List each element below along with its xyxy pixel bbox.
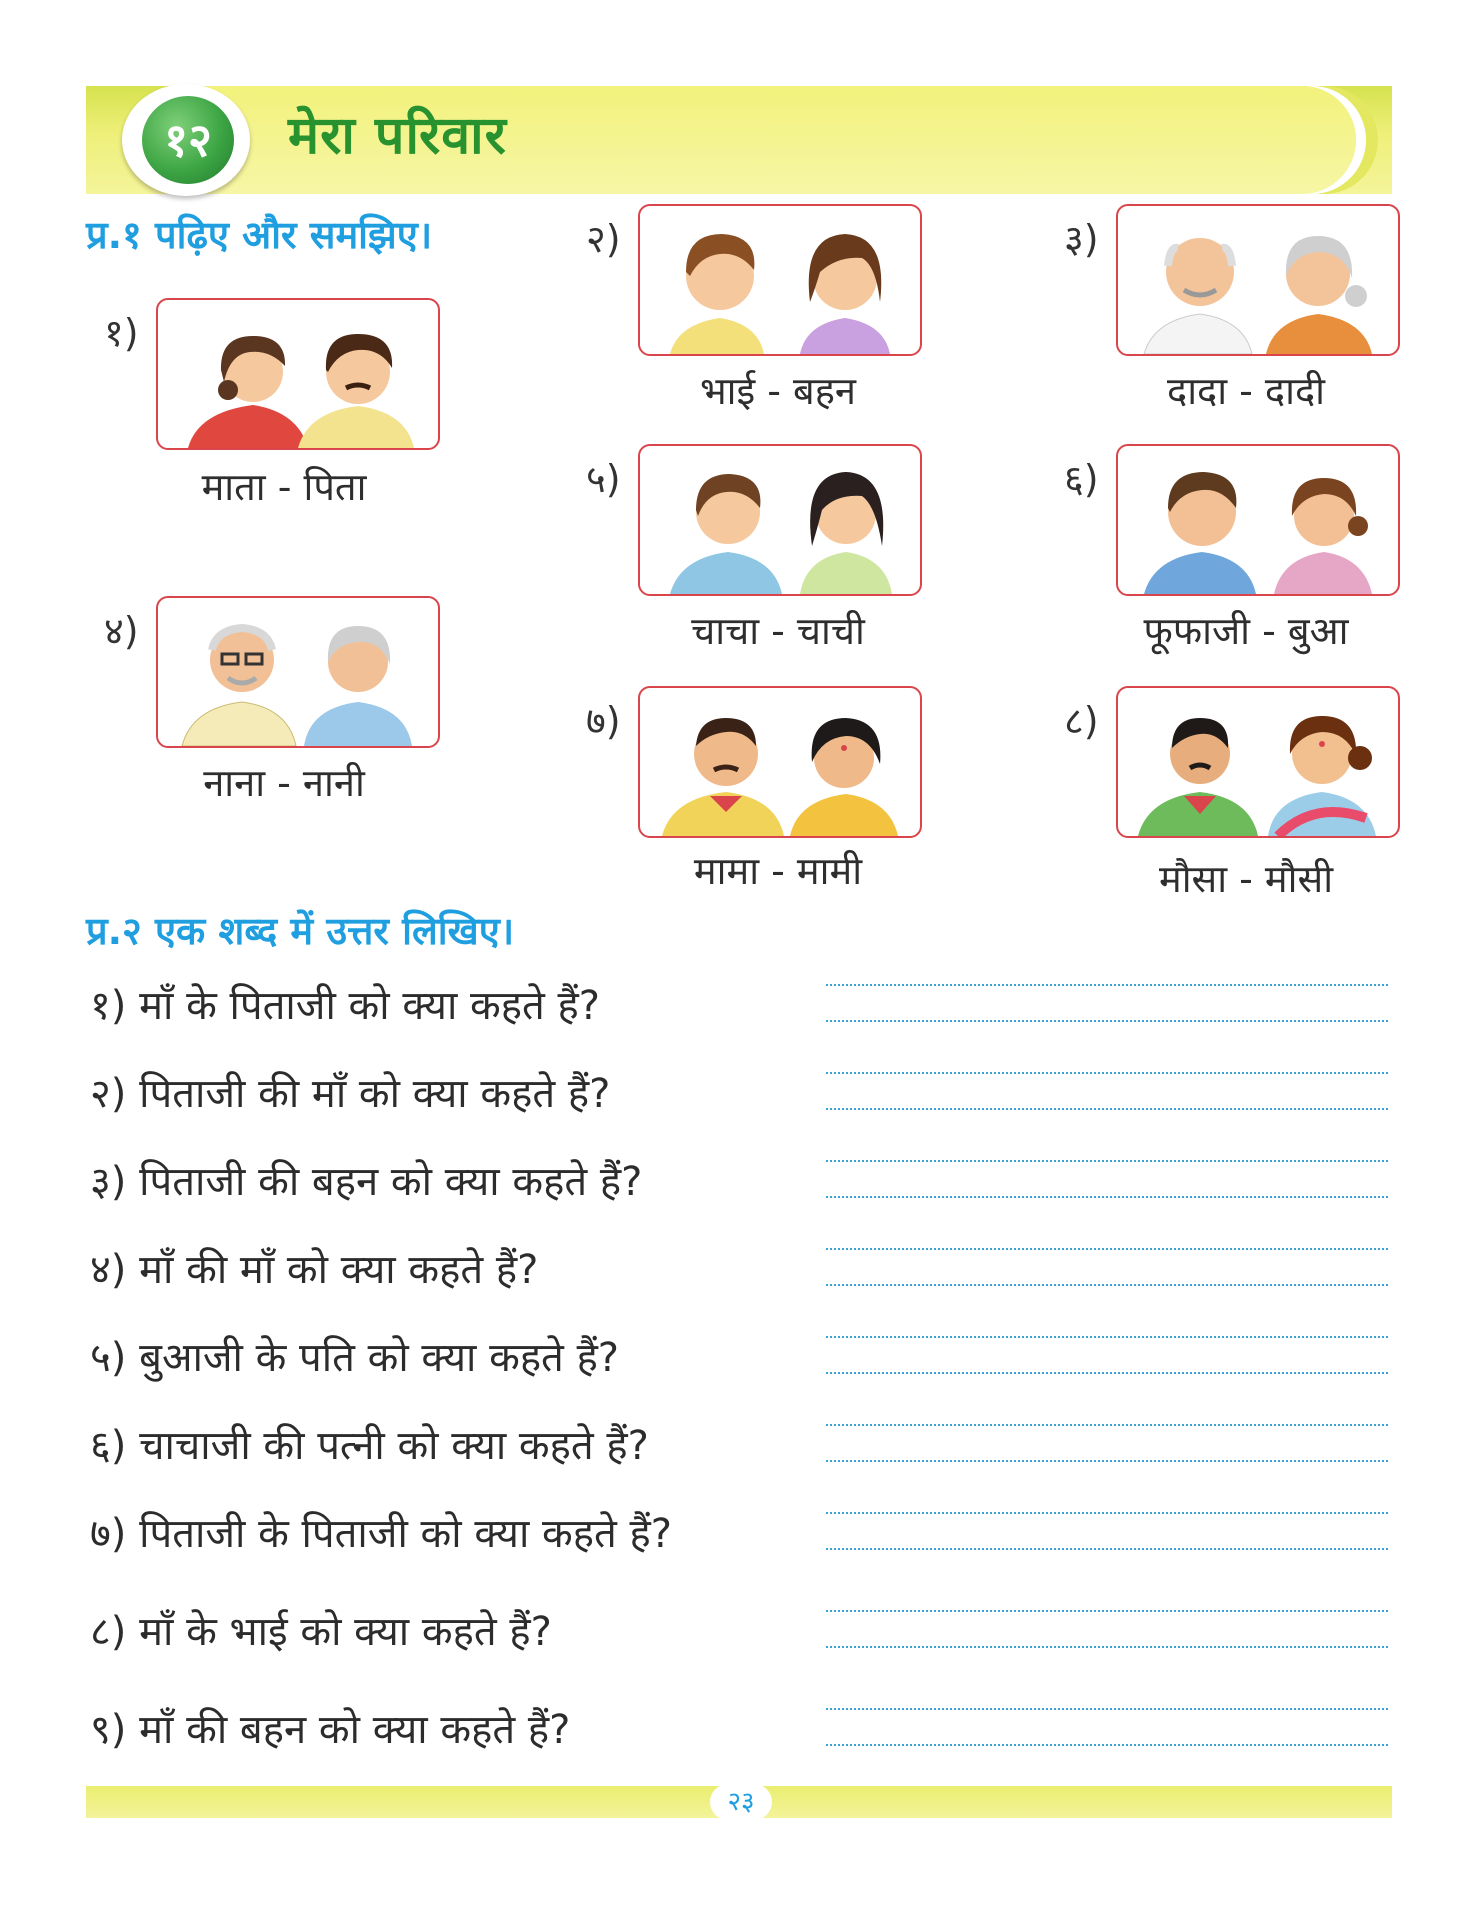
item-number: ६) — [1064, 457, 1099, 501]
item-caption: दादा - दादी — [1167, 369, 1325, 413]
maternal-grandparents-illustration-icon — [158, 598, 438, 746]
family-picture-bhai-bahan — [638, 204, 922, 356]
item-number: ८) — [1064, 699, 1099, 743]
item-caption: भाई - बहन — [699, 369, 857, 413]
grandparents-illustration-icon — [1118, 206, 1398, 354]
chapter-number-badge: १२ — [142, 96, 234, 184]
question-text: ४) माँ की माँ को क्या कहते हैं? — [90, 1247, 539, 1293]
answer-line[interactable] — [826, 984, 1388, 1022]
q1-heading: प्र.१ पढ़िए और समझिए। — [86, 213, 433, 257]
item-caption: मौसा - मौसी — [1158, 857, 1334, 901]
family-picture-phoophaji-bua — [1116, 444, 1400, 596]
couple-illustration-icon — [158, 300, 438, 448]
chapter-title: मेरा परिवार — [288, 106, 507, 166]
question-text: ८) माँ के भाई को क्या कहते हैं? — [90, 1609, 552, 1655]
family-picture-dada-dadi — [1116, 204, 1400, 356]
answer-line[interactable] — [826, 1072, 1388, 1110]
q2-heading: प्र.२ एक शब्द में उत्तर लिखिए। — [86, 909, 515, 953]
answer-line[interactable] — [826, 1512, 1388, 1550]
item-number: २) — [586, 217, 621, 261]
item-number: ४) — [104, 609, 139, 653]
question-text: ७) पिताजी के पिताजी को क्या कहते हैं? — [90, 1511, 672, 1557]
answer-line[interactable] — [826, 1248, 1388, 1286]
item-caption: मामा - मामी — [693, 849, 863, 893]
item-caption: माता - पिता — [201, 465, 367, 509]
page-number: २३ — [710, 1784, 772, 1820]
question-text: ५) बुआजी के पति को क्या कहते हैं? — [90, 1335, 620, 1381]
answer-line[interactable] — [826, 1708, 1388, 1746]
family-picture-mama-mami — [638, 686, 922, 838]
chacha-chachi-illustration-icon — [640, 446, 920, 594]
answer-line[interactable] — [826, 1610, 1388, 1648]
answer-line[interactable] — [826, 1160, 1388, 1198]
item-caption: चाचा - चाची — [691, 609, 865, 653]
siblings-illustration-icon — [640, 206, 920, 354]
question-text: २) पिताजी की माँ को क्या कहते हैं? — [90, 1071, 611, 1117]
family-picture-mata-pita — [156, 298, 440, 450]
item-number: ३) — [1064, 217, 1099, 261]
family-picture-mausa-mausi — [1116, 686, 1400, 838]
item-number: १) — [104, 311, 139, 355]
item-number: ५) — [586, 457, 621, 501]
question-text: ३) पिताजी की बहन को क्या कहते हैं? — [90, 1159, 643, 1205]
question-text: ९) माँ की बहन को क्या कहते हैं? — [90, 1707, 571, 1753]
phoophaji-bua-illustration-icon — [1118, 446, 1398, 594]
answer-line[interactable] — [826, 1336, 1388, 1374]
item-number: ७) — [586, 699, 621, 743]
item-caption: नाना - नानी — [203, 761, 365, 805]
mama-mami-illustration-icon — [640, 688, 920, 836]
question-text: ६) चाचाजी की पत्नी को क्या कहते हैं? — [90, 1423, 649, 1469]
family-picture-chacha-chachi — [638, 444, 922, 596]
item-caption: फूफाजी - बुआ — [1143, 609, 1349, 653]
family-picture-nana-nani — [156, 596, 440, 748]
mausa-mausi-illustration-icon — [1118, 688, 1398, 836]
answer-line[interactable] — [826, 1424, 1388, 1462]
question-text: १) माँ के पिताजी को क्या कहते हैं? — [90, 983, 600, 1029]
